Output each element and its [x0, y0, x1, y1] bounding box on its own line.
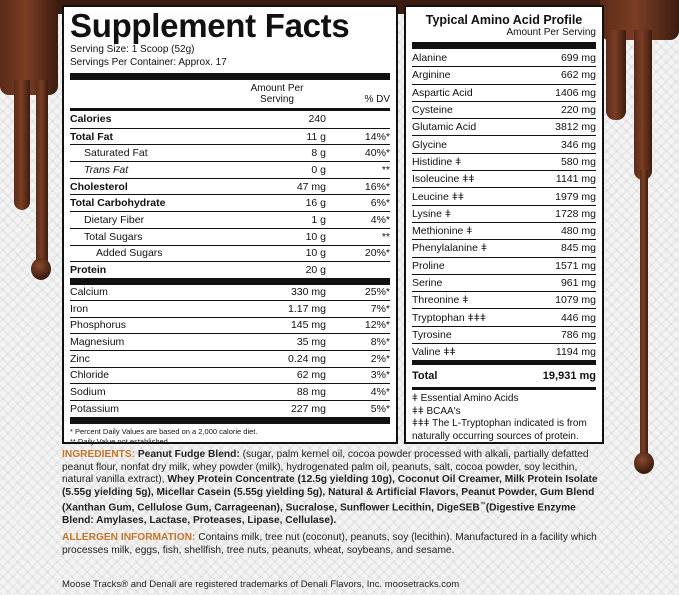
nutrient-dv: 14%* — [364, 130, 390, 143]
nutrient-label: Trans Fat — [84, 163, 129, 176]
nutrient-dv: 12%* — [364, 319, 390, 332]
nutrient-amount: 88 mg — [296, 386, 326, 399]
amino-label: Arginine — [412, 69, 451, 82]
nutrient-label: Zinc — [70, 352, 90, 365]
facts-row — [70, 350, 390, 367]
amino-row — [412, 239, 596, 256]
amount-per-serving-header: Amount Per Serving — [250, 83, 304, 105]
nutrient-dv: ** — [381, 230, 390, 243]
amino-row — [412, 101, 596, 118]
ingredients-label: INGREDIENTS: — [62, 449, 136, 460]
amino-acid-panel — [404, 5, 604, 444]
nutrient-amount: 227 mg — [290, 402, 326, 415]
amino-value: 1194 mg — [555, 346, 596, 359]
nutrient-label: Magnesium — [70, 336, 125, 349]
amino-label: Isoleucine ǂǂ — [412, 173, 475, 186]
amino-row — [412, 257, 596, 274]
amino-value: 1406 mg — [555, 86, 596, 99]
chocolate-droplet — [31, 258, 51, 280]
nutrient-amount: 62 mg — [296, 369, 326, 382]
nutrient-label: Chloride — [70, 369, 110, 382]
amino-row — [412, 84, 596, 101]
amino-row — [412, 135, 596, 152]
trademark-notice: Moose Tracks® and Denali are registered trademarks of Denali Flavors, Inc. moosetracks.com — [62, 579, 460, 590]
amino-value: 786 mg — [560, 328, 596, 341]
nutrient-label: Calories — [70, 113, 112, 126]
ingredients-paragraph — [62, 449, 602, 528]
amino-value: 580 mg — [560, 155, 596, 168]
nutrient-amount: 10 g — [305, 247, 326, 260]
amino-value: 699 mg — [560, 51, 596, 64]
trademark-symbol: ™ — [479, 502, 486, 509]
nutrient-label: Total Sugars — [84, 230, 143, 243]
nutrient-dv: 25%* — [364, 286, 390, 299]
nutrient-amount: 11 g — [306, 130, 326, 143]
nutrient-amount: 0 g — [311, 163, 326, 176]
nutrient-amount: 1 g — [311, 213, 326, 226]
facts-row — [70, 317, 390, 334]
amino-label: Aspartic Acid — [412, 86, 473, 99]
amino-value: 3812 mg — [555, 121, 596, 134]
nutrient-amount: 0.24 mg — [288, 352, 326, 365]
amino-label: Leucine ǂǂ — [412, 190, 464, 203]
chocolate-drip — [640, 170, 648, 460]
nutrient-amount: 1.17 mg — [288, 302, 326, 315]
facts-row — [70, 333, 390, 350]
amino-notes — [412, 387, 596, 443]
nutrient-dv: 6%* — [370, 197, 390, 210]
nutrient-dv: 3%* — [370, 369, 390, 382]
nutrient-amount: 330 mg — [290, 286, 326, 299]
nutrient-label: Cholesterol — [70, 180, 128, 193]
allergen-paragraph — [62, 532, 602, 557]
amino-label: Tyrosine — [412, 328, 452, 341]
nutrient-label: Calcium — [70, 286, 108, 299]
facts-row — [70, 194, 390, 211]
nutrient-amount: 20 g — [305, 264, 326, 277]
nutrient-label: Dietary Fiber — [84, 213, 145, 226]
amino-label: Threonine ǂ — [412, 294, 469, 307]
supplement-facts-panel — [62, 5, 398, 444]
amino-row — [412, 222, 596, 239]
amino-value: 961 mg — [560, 277, 596, 289]
nutrient-dv: ** — [381, 163, 390, 176]
nutrient-label: Added Sugars — [96, 247, 163, 260]
amino-label: Cysteine — [412, 104, 453, 117]
nutrient-label: Iron — [70, 302, 89, 315]
bcaa-note: ǂǂ BCAA's — [412, 405, 461, 417]
thick-divider — [70, 73, 390, 80]
nutrient-amount: 47 mg — [296, 180, 326, 193]
amino-row — [412, 274, 596, 291]
ingredients-text: (sugar, palm kernel oil, cocoa powder processed with alkali, partially defatted peanut flour, nonfat dry milk, whey powder (milk), hydrogenated palm oil, peanuts, salt, cocoa powder, soy lecithin, natural vanilla extract), — [62, 449, 589, 486]
facts-row — [70, 161, 390, 178]
amino-value: 662 mg — [560, 69, 596, 82]
amino-row — [412, 205, 596, 222]
amino-value: 346 mg — [560, 138, 596, 151]
amino-row — [412, 49, 596, 66]
amino-value: 1979 mg — [555, 190, 596, 203]
nutrient-dv: 4%* — [370, 213, 390, 226]
footnote-not-established: ** Daily Value not established. — [70, 436, 170, 446]
chocolate-drip — [14, 80, 30, 210]
nutrient-amount: 35 mg — [296, 336, 326, 349]
nutrient-dv: 40%* — [364, 147, 390, 160]
facts-row — [70, 261, 390, 278]
nutrient-label: Protein — [70, 264, 107, 277]
amino-value: 1571 mg — [555, 259, 596, 272]
allergen-text: Contains milk, tree nut (coconut), peanuts, soy (lecithin). Manufactured in a facility which processes milk, eggs, fish, shellfish, tree nuts, peanuts, wheat, soybeans, and sesame. — [62, 532, 597, 556]
amino-value: 1728 mg — [555, 207, 596, 220]
nutrient-dv: 16%* — [364, 180, 390, 193]
amino-label: Glutamic Acid — [412, 121, 477, 134]
allergen-label: ALLERGEN INFORMATION: — [62, 532, 196, 543]
dv-header: % DV — [364, 94, 390, 105]
facts-row — [70, 383, 390, 400]
facts-row — [70, 144, 390, 161]
amino-label: Lysine ǂ — [412, 207, 452, 220]
nutrient-amount: 145 mg — [290, 319, 326, 332]
column-header — [70, 80, 390, 108]
amino-value: 220 mg — [560, 104, 596, 117]
essential-note: ǂ Essential Amino Acids — [412, 393, 519, 405]
nutrient-dv: 5%* — [370, 402, 390, 415]
chocolate-drip — [36, 80, 48, 270]
amino-label: Proline — [412, 259, 445, 272]
nutrient-amount: 16 g — [305, 197, 326, 210]
facts-row — [70, 278, 390, 300]
nutrient-label: Saturated Fat — [84, 147, 148, 160]
amino-label: Histidine ǂ — [412, 155, 462, 168]
amino-label: Valine ǂǂ — [412, 346, 456, 359]
facts-row — [70, 128, 390, 145]
amino-total-value: 19,931 mg — [542, 370, 596, 383]
chocolate-droplet — [634, 452, 654, 474]
chocolate-drip — [634, 30, 652, 180]
amino-value: 446 mg — [560, 311, 596, 324]
servings-per-container: Servings Per Container: Approx. 17 — [70, 57, 227, 68]
facts-row — [70, 228, 390, 245]
amino-row — [412, 187, 596, 204]
thick-divider — [70, 417, 390, 424]
nutrient-dv: 8%* — [370, 336, 390, 349]
nutrient-dv: 2%* — [370, 352, 390, 365]
nutrient-dv: 4%* — [370, 386, 390, 399]
amino-acid-title: Typical Amino Acid Profile — [425, 13, 583, 27]
facts-row — [70, 111, 390, 128]
facts-row — [70, 400, 390, 417]
amino-value: 845 mg — [560, 242, 596, 255]
amino-row — [412, 343, 596, 360]
ingredients-bold: Whey Protein Concentrate (12.5g yielding 10g), Coconut Oil Creamer, Milk Protein Isolate (5.55g yielding 5g), Micellar Casein (5.55g yielding 5g), Natural & Artificial Flavors, Peanut Powder, Gum Blend (Xanthan Gum, Cellulose Gum, Carrageenan), Sucralose, Sunflower Lecithin, DigeSEB — [62, 474, 598, 514]
amino-total-label: Total — [412, 370, 438, 383]
facts-row — [70, 211, 390, 228]
amino-total-row — [412, 360, 596, 387]
amino-row — [412, 66, 596, 83]
amino-row — [412, 291, 596, 308]
amino-label: Alanine — [412, 51, 448, 64]
facts-row — [70, 178, 390, 195]
nutrient-label: Potassium — [70, 402, 120, 415]
ingredients-enzyme-blend: (Digestive Enzyme Blend: Amylases, Lactase, Proteases, Lipase, Cellulase). — [62, 502, 576, 527]
nutrient-amount: 8 g — [311, 147, 326, 160]
facts-row — [70, 367, 390, 384]
facts-row — [70, 300, 390, 317]
amino-row — [412, 170, 596, 187]
amino-value: 1141 mg — [555, 173, 596, 186]
amino-row — [412, 308, 596, 325]
amino-label: Tryptophan ǂǂǂ — [412, 311, 487, 324]
supplement-facts-title: Supplement Facts — [70, 7, 350, 44]
nutrient-label: Total Fat — [70, 130, 113, 143]
amino-value: 1079 mg — [555, 294, 596, 307]
amino-row — [412, 326, 596, 343]
facts-row — [70, 245, 390, 262]
amino-label: Serine — [412, 277, 443, 289]
amino-row — [412, 153, 596, 170]
serving-size: Serving Size: 1 Scoop (52g) — [70, 44, 195, 55]
chocolate-drip — [606, 30, 626, 120]
amino-label: Phenylalanine ǂ — [412, 242, 488, 255]
amino-label: Glycine — [412, 138, 448, 151]
nutrient-label: Total Carbohydrate — [70, 197, 166, 210]
nutrient-dv: 7%* — [370, 302, 390, 315]
amino-amount-header: Amount Per Serving — [506, 27, 596, 38]
amino-row — [412, 118, 596, 135]
ingredients-lead: Peanut Fudge Blend: — [137, 449, 240, 460]
tryptophan-note: ǂǂǂ The L-Tryptophan indicated is from naturally occurring sources of protein. — [412, 418, 587, 442]
nutrient-label: Phosphorus — [70, 319, 127, 332]
nutrient-dv: 20%* — [364, 247, 390, 260]
footnote-daily-value: * Percent Daily Values are based on a 2,000 calorie diet. — [70, 426, 258, 436]
nutrient-amount: 240 — [308, 113, 326, 126]
amino-label: Methionine ǂ — [412, 225, 473, 238]
nutrient-label: Sodium — [70, 386, 106, 399]
nutrient-amount: 10 g — [305, 230, 326, 243]
amino-value: 480 mg — [560, 225, 596, 238]
